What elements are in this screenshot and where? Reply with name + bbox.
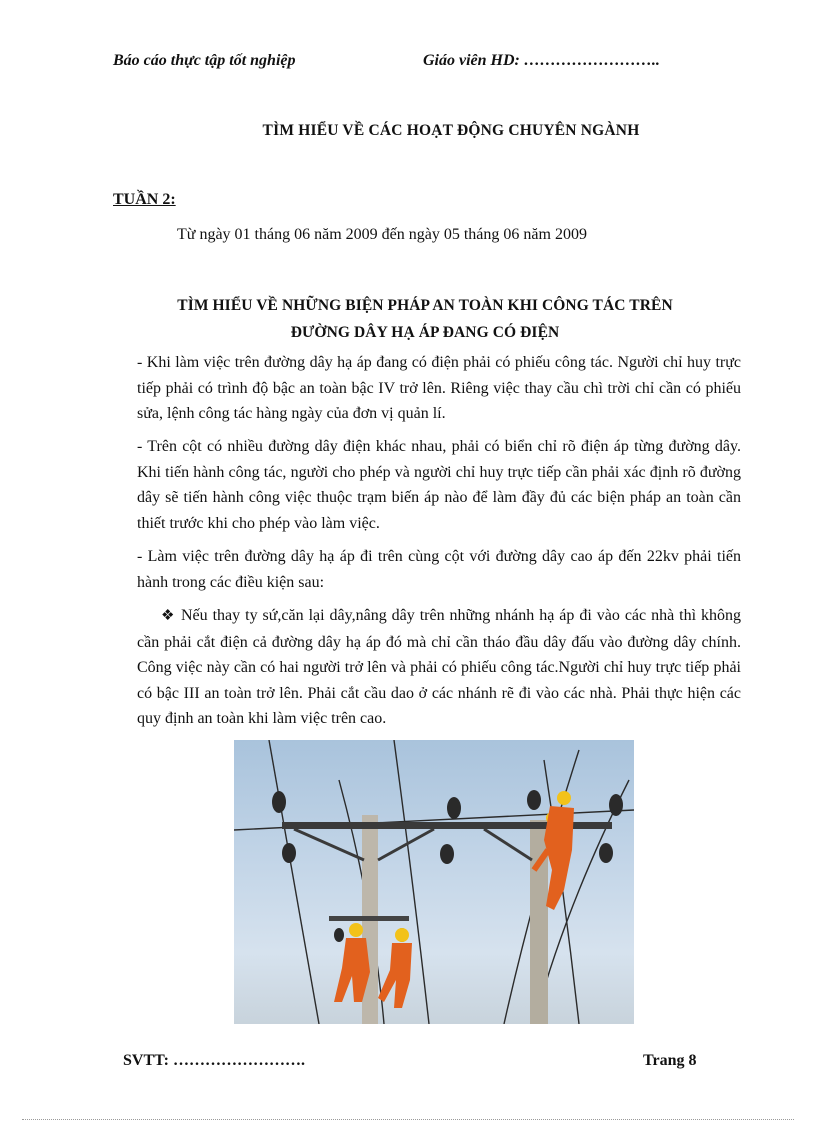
paragraph-4 [137, 603, 741, 732]
linemen-photo [234, 740, 634, 1024]
main-title [130, 292, 720, 346]
power-wires [234, 740, 634, 1024]
main-title-line-1: TÌM HIỂU VỀ NHỮNG BIỆN PHÁP AN TOÀN KHI CÔNG TÁC TRÊN [177, 297, 673, 314]
linemen-illustration [234, 740, 634, 1024]
diamond-bullet-icon: ❖ [161, 608, 175, 624]
main-title-line-2: ĐƯỜNG DÂY HẠ ÁP ĐANG CÓ ĐIỆN [290, 324, 560, 341]
page-number: Trang 8 [643, 1052, 697, 1069]
paragraph-1: - Khi làm việc trên đường dây hạ áp đang có điện phải có phiếu công tác. Người chỉ huy trực tiếp phải có trình độ bậc an toàn bậc IV trở lên. Riêng việc thay cầu chì trời chỉ cần có phiếu sửa, lệnh công tác hàng ngày của đơn vị quản lí. [137, 354, 741, 422]
date-range: Từ ngày 01 tháng 06 năm 2009 đến ngày 05 tháng 06 năm 2009 [177, 226, 587, 243]
paragraph-4-text: Nếu thay ty sứ,căn lại dây,nâng dây trên những nhánh hạ áp đi vào các nhà thì không cần phải cắt điện cả đường dây hạ áp đó mà chỉ cần tháo đầu dây đấu vào đường dây chính. Công việc này cần có hai người trở lên và phải có phiếu công tác.Người chỉ huy trực tiếp phải có bậc III an toàn trở lên. Phải cắt cầu dao ở các nhánh rẽ đi vào các nhà. Phải thực hiện các quy định an toàn khi làm việc trên cao. [137, 607, 741, 727]
paragraph-3: - Làm việc trên đường dây hạ áp đi trên cùng cột với đường dây cao áp đến 22kv phải tiến hành trong các điều kiện sau: [137, 548, 741, 591]
header-report-title: Báo cáo thực tập tốt nghiệp [113, 52, 296, 69]
lower-cross-arm [329, 916, 409, 921]
week-label: TUẦN 2: [113, 191, 176, 208]
page-bottom-divider [22, 1119, 794, 1120]
footer-student: SVTT: ……………………. [123, 1052, 305, 1069]
paragraph-2: - Trên cột có nhiều đường dây điện khác nhau, phải có biển chỉ rõ điện áp từng đường dây. Khi tiến hành công tác, người cho phép và người chỉ huy trực tiếp cần phải xác định rõ đường dây sẽ tiến hành công việc thuộc trạm biến áp nào để làm đầy đủ các biện pháp an toàn cần thiết trước khi cho phép vào làm việc. [137, 438, 741, 532]
header-supervisor: Giáo viên HD: …………………….. [423, 52, 660, 69]
section-title: TÌM HIỂU VỀ CÁC HOẠT ĐỘNG CHUYÊN NGÀNH [262, 122, 640, 139]
